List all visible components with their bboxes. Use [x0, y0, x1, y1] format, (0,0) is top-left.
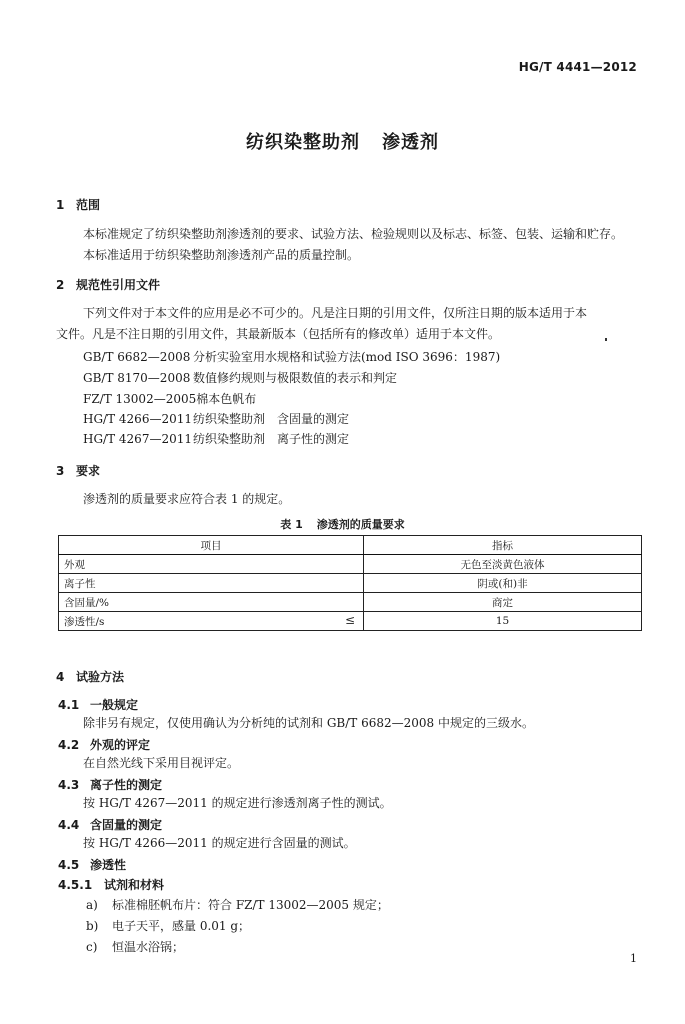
- subsection-4-1-text: 除非另有规定，仅使用确认为分析纯的试剂和 GB/T 6682—2008 中规定的三级水。: [83, 716, 534, 730]
- section-3-heading: 3 要求: [56, 464, 101, 478]
- page-number: 1: [630, 952, 637, 965]
- row-value: 15: [364, 612, 642, 631]
- quality-requirements-table: [58, 535, 642, 631]
- column-header-index: 指标: [364, 536, 642, 555]
- table-row: [59, 574, 642, 593]
- list-item: b) 电子天平，感量 0.01 g；: [86, 919, 251, 933]
- subsection-4-5-heading: 4.5 渗透性: [58, 858, 127, 872]
- subsection-4-3-text: 按 HG/T 4267—2011 的规定进行渗透剂离子性的测试。: [83, 796, 392, 810]
- row-item: 含固量/%: [64, 596, 110, 609]
- list-item: a) 标准棉胚帆布片：符合 FZ/T 13002—2005 规定；: [86, 898, 389, 912]
- subsection-4-5-1-heading: 4.5.1 试剂和材料: [58, 878, 165, 892]
- list-item: c) 恒温水浴锅；: [86, 940, 185, 954]
- subsection-4-2-text: 在自然光线下采用目视评定。: [83, 756, 240, 770]
- section-3-paragraph: 渗透剂的质量要求应符合表 1 的规定。: [83, 492, 291, 506]
- reference-item: HG/T 4266—2011纺织染整助剂 含固量的测定: [83, 412, 350, 426]
- row-value: 商定: [364, 593, 642, 612]
- table-1-caption: 表 1 渗透剂的质量要求: [280, 518, 405, 531]
- standard-code: HG/T 4441—2012: [518, 60, 637, 74]
- table-row: [59, 612, 642, 631]
- row-item: 离子性: [64, 577, 96, 590]
- column-header-item: 项目: [59, 536, 364, 555]
- subsection-4-2-heading: 4.2 外观的评定: [58, 738, 151, 752]
- row-item: 外观: [64, 558, 85, 571]
- subsection-4-1-heading: 4.1 一般规定: [58, 698, 139, 712]
- reference-item: GB/T 6682—2008 分析实验室用水规格和试验方法(mod ISO 3696：1987): [83, 350, 501, 364]
- section-1-paragraph-2: 本标准适用于纺织染整助剂渗透剂产品的质量控制。: [83, 248, 360, 262]
- section-1-heading: 1 范围: [56, 198, 101, 212]
- reference-item: GB/T 8170—2008 数值修约规则与极限数值的表示和判定: [83, 371, 398, 385]
- section-2-paragraph-line-2: 文件。凡是不注日期的引用文件，其最新版本（包括所有的修改单）适用于本文件。: [56, 327, 501, 341]
- section-4-heading: 4 试验方法: [56, 670, 125, 684]
- subsection-4-3-heading: 4.3 离子性的测定: [58, 778, 163, 792]
- reference-item: HG/T 4267—2011纺织染整助剂 离子性的测定: [83, 432, 350, 446]
- table-header-row: [59, 536, 642, 555]
- subsection-4-4-text: 按 HG/T 4266—2011 的规定进行含固量的测试。: [83, 836, 356, 850]
- less-equal-operator: ≤: [344, 613, 355, 627]
- row-item: 渗透性/s: [64, 615, 105, 628]
- subsection-4-4-heading: 4.4 含固量的测定: [58, 818, 163, 832]
- section-1-paragraph-1: 本标准规定了纺织染整助剂渗透剂的要求、试验方法、检验规则以及标志、标签、包装、运输和贮存。: [83, 227, 624, 241]
- table-row: [59, 555, 642, 574]
- section-2-heading: 2 规范性引用文件: [56, 278, 161, 292]
- title-part-1: 纺织染整助剂: [246, 132, 360, 153]
- scan-speck: [605, 338, 607, 341]
- reference-item: FZ/T 13002—2005棉本色帆布: [83, 392, 257, 406]
- table-row: [59, 593, 642, 612]
- row-value: 无色至淡黄色液体: [364, 555, 642, 574]
- row-value: 阴或(和)非: [364, 574, 642, 593]
- section-2-paragraph-line-1: 下列文件对于本文件的应用是必不可少的。凡是注日期的引用文件，仅所注日期的版本适用于本: [83, 306, 588, 320]
- document-title: [0, 128, 685, 154]
- title-part-2: 渗透剂: [382, 132, 439, 153]
